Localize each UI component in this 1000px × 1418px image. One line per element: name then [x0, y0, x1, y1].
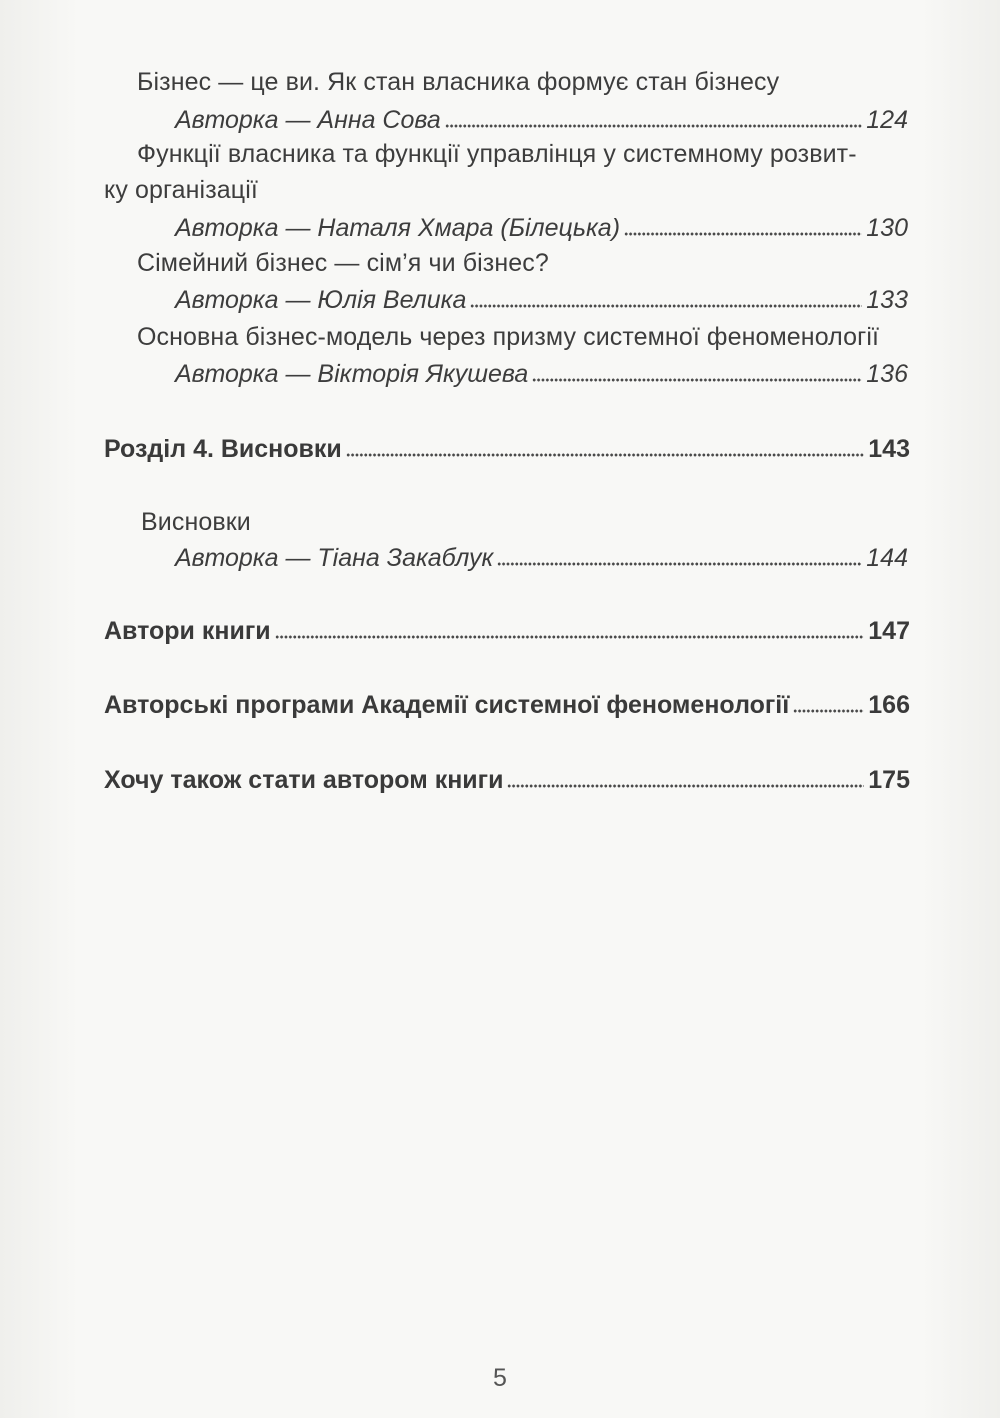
- toc-entry-author-row: [175, 359, 908, 389]
- dot-leader: [793, 708, 864, 714]
- toc-section-row: [104, 765, 910, 795]
- dot-leader: [507, 783, 864, 789]
- toc-entry-page: 124: [866, 106, 908, 134]
- toc-chapter-row: [104, 434, 910, 464]
- toc-section-page: 166: [868, 691, 910, 719]
- toc-section-page: 147: [868, 617, 910, 645]
- toc-entry-author: Авторка — Анна Сова: [175, 106, 441, 134]
- dot-leader: [532, 377, 862, 383]
- toc-chapter-title: Розділ 4. Висновки: [104, 435, 342, 463]
- page-number: 5: [493, 1364, 507, 1392]
- toc-entry-page: 136: [866, 360, 908, 388]
- toc-chapter-page: 143: [868, 435, 910, 463]
- toc-entry-author-row: [175, 543, 908, 573]
- dot-leader: [497, 561, 862, 567]
- toc-entry-page: 133: [866, 286, 908, 314]
- toc-entry-title: Основна бізнес-модель через призму системної феноменології: [137, 323, 880, 351]
- toc-entry-author-row: [175, 213, 908, 243]
- toc-section-title: Хочу також стати автором книги: [104, 766, 504, 794]
- toc-entry-author-row: [175, 105, 908, 135]
- dot-leader: [346, 452, 864, 458]
- toc-section-title: Авторські програми Академії системної феноменології: [104, 691, 790, 719]
- dot-leader: [275, 634, 865, 640]
- toc-entry-author: Авторка — Наталя Хмара (Білецька): [175, 214, 621, 242]
- toc-entry-title: Бізнес — це ви. Як стан власника формує стан бізнесу: [137, 68, 780, 96]
- dot-leader: [445, 123, 862, 129]
- toc-entry-author: Авторка — Юлія Велика: [175, 286, 467, 314]
- dot-leader: [470, 303, 862, 309]
- toc-entry-title: Висновки: [141, 508, 251, 536]
- toc-entry-title: Функції власника та функції управлінця у системному розвит-: [137, 140, 857, 168]
- toc-entry-author: Авторка — Тіана Закаблук: [175, 544, 494, 572]
- toc-section-row: [104, 616, 910, 646]
- toc-entry-title-continued: ку організації: [104, 176, 258, 204]
- toc-entry-page: 130: [866, 214, 908, 242]
- toc-section-page: 175: [868, 766, 910, 794]
- toc-entry-author-row: [175, 285, 908, 315]
- toc-entry-page: 144: [866, 544, 908, 572]
- toc-entry-author: Авторка — Вікторія Якушева: [175, 360, 529, 388]
- toc-section-row: [104, 690, 910, 720]
- toc-section-title: Автори книги: [104, 617, 271, 645]
- toc-entry-title: Сімейний бізнес — сім’я чи бізнес?: [137, 249, 549, 277]
- dot-leader: [624, 231, 862, 237]
